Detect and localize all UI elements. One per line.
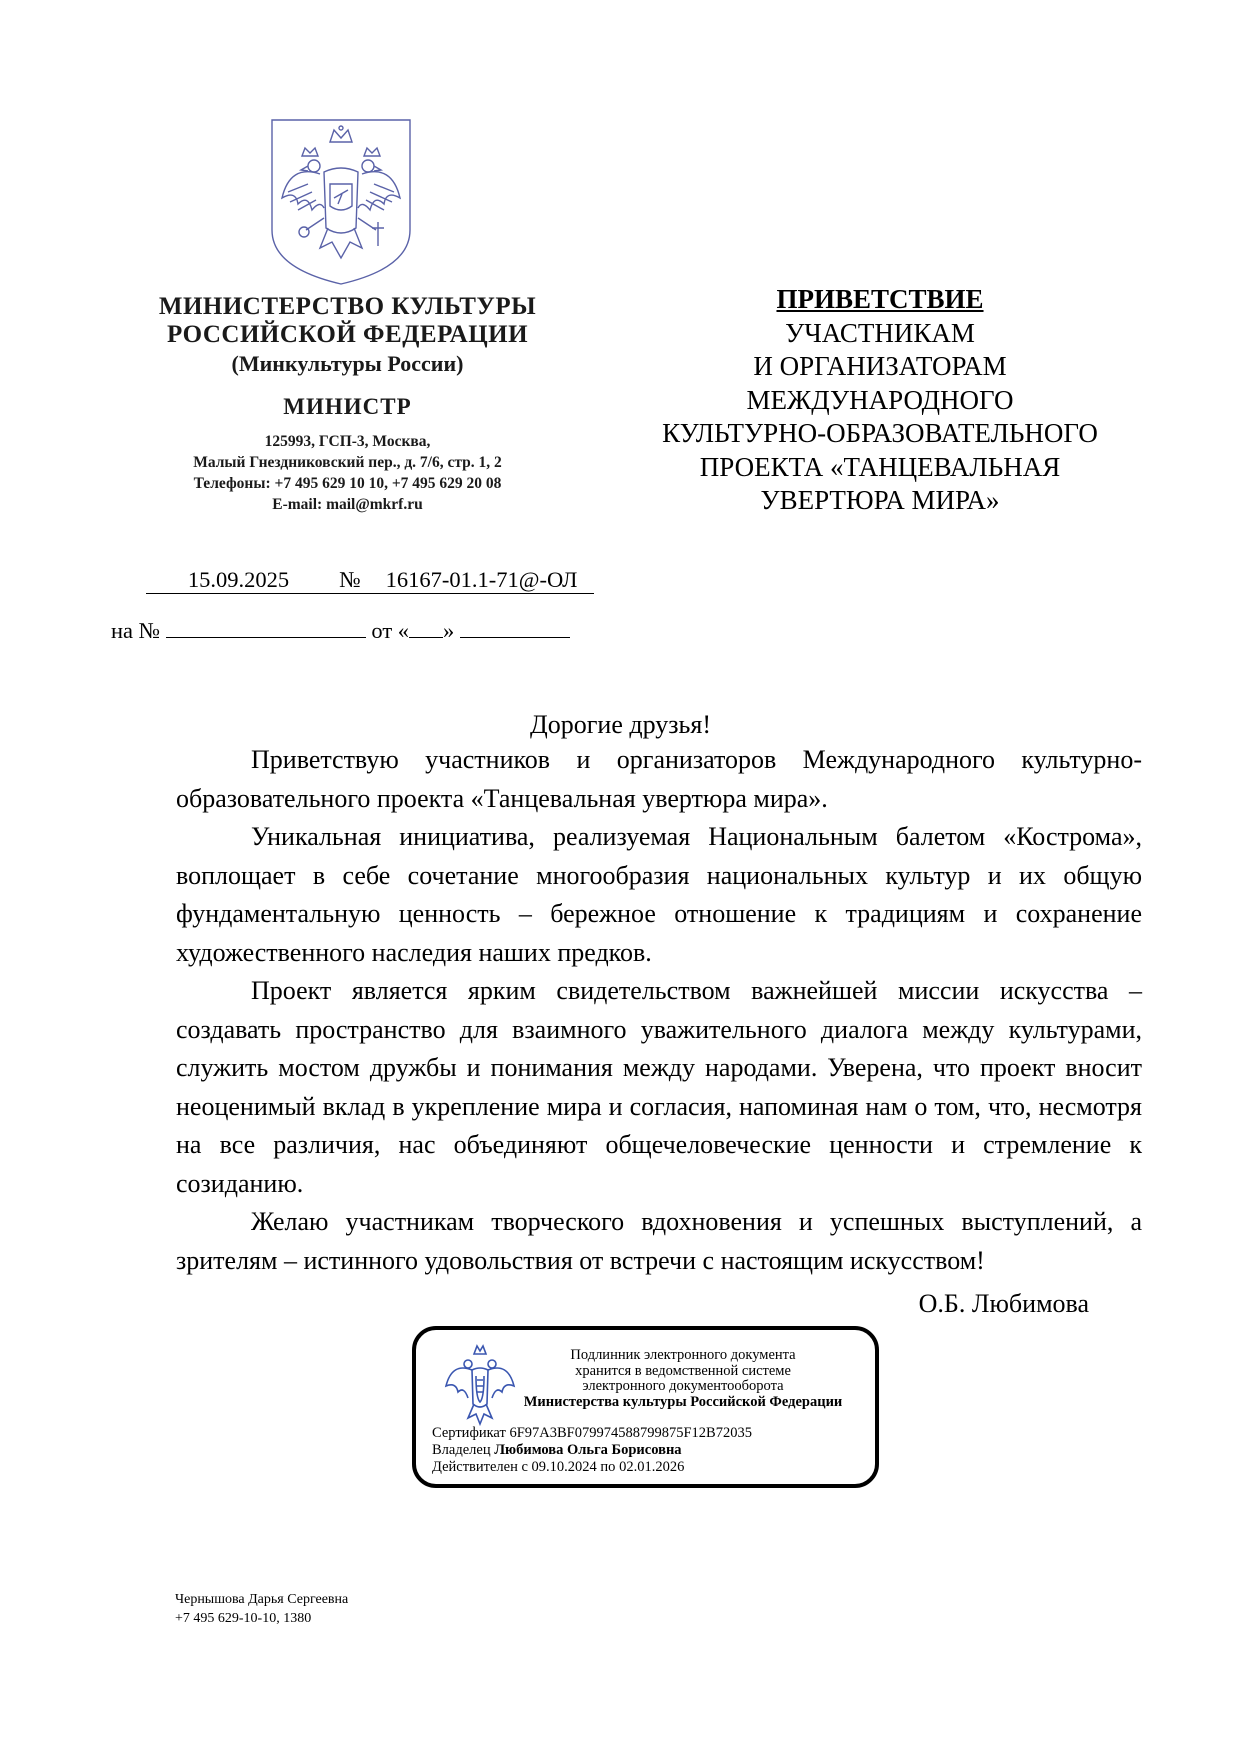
body-paragraph: Уникальная инициатива, реализуемая Национальным балетом «Кострома», воплощает в себе сочетание многообразия национальных культур и их общую фундаментальную ценность – бережное отношение к традициям и сохранение художественного наследия наших предков. xyxy=(176,822,1142,967)
stamp-line3: электронного документооборота xyxy=(582,1378,784,1394)
owner-label: Владелец xyxy=(432,1442,491,1458)
validity-to-label: по xyxy=(600,1459,616,1475)
reply-from-close: » xyxy=(443,618,455,643)
body-paragraph: Проект является ярким свидетельством важнейшей миссии искусства – создавать пространство для взаимного уважительного диалога между культурами, служить мостом дружбы и понимания между народами. Уверена, что проект вносит неоценимый вклад в укрепление мира и согласия, напоминая нам о том, что, несмотря на все различия, нас объединяют общечеловеческие ценности и стремление к созиданию. xyxy=(176,976,1142,1198)
addressee-line: ПРОЕКТА «ТАНЦЕВАЛЬНАЯ xyxy=(699,451,1061,482)
stamp-line2: хранится в ведомственной системе xyxy=(575,1362,791,1379)
addressee-line: КУЛЬТУРНО-ОБРАЗОВАТЕЛЬНОГО xyxy=(662,418,1098,448)
addressee-line: УВЕРТЮРА МИРА» xyxy=(760,485,1000,515)
registration-date: 15.09.2025 xyxy=(146,567,331,594)
validity-label: Действителен xyxy=(432,1459,518,1475)
org-contacts xyxy=(120,431,575,515)
phones-line: Телефоны: +7 495 629 10 10, +7 495 629 20 08 xyxy=(193,475,502,492)
stamp-certificate-info xyxy=(432,1425,752,1476)
stamp-line4: Министерства культуры Российской Федерации xyxy=(523,1393,843,1410)
reply-day-blank xyxy=(409,615,443,638)
registration-line xyxy=(146,567,594,594)
letter-body xyxy=(176,741,1142,1280)
executor-info xyxy=(175,1590,348,1628)
coat-of-arms-emblem xyxy=(268,118,414,286)
greeting: Дорогие друзья! xyxy=(530,710,711,739)
owner-row xyxy=(432,1442,752,1459)
owner-value: Любимова Ольга Борисовна xyxy=(494,1442,682,1458)
validity-from: 09.10.2024 xyxy=(531,1459,597,1475)
reply-from-label: от « xyxy=(371,618,410,643)
addressee-block xyxy=(620,283,1140,518)
certificate-label: Сертификат xyxy=(432,1425,506,1441)
validity-to: 02.01.2026 xyxy=(619,1459,685,1475)
email-line: E-mail: mail@mkrf.ru xyxy=(272,496,423,513)
org-name-line1: МИНИСТЕРСТВО КУЛЬТУРЫ xyxy=(158,293,537,320)
addressee-line: УЧАСТНИКАМ xyxy=(785,317,975,348)
reply-to-label: на № xyxy=(111,618,161,643)
certificate-row xyxy=(432,1425,752,1442)
e-signature-stamp xyxy=(412,1326,879,1488)
org-name-line2: РОССИЙСКОЙ ФЕДЕРАЦИИ xyxy=(166,321,529,348)
addressee-line: МЕЖДУНАРОДНОГО xyxy=(746,384,1014,415)
body-paragraph: Приветствую участников и организаторов Международного культурно-образовательного проекта «Танцевальная увертюра мира». xyxy=(176,745,1142,813)
registration-number-sign: № xyxy=(331,567,369,594)
stamp-line1: Подлинник электронного документа xyxy=(570,1347,796,1363)
addressee-line: И ОРГАНИЗАТОРАМ xyxy=(753,351,1007,381)
registration-number: 16167-01.1-71@-ОЛ xyxy=(369,567,594,594)
signature-name: О.Б. Любимова xyxy=(918,1289,1089,1318)
validity-row xyxy=(432,1459,752,1476)
certificate-value: 6F97A3BF079974588799875F12B72035 xyxy=(509,1425,752,1441)
address-line2: Малый Гнездниковский пер., д. 7/6, стр. 1, 2 xyxy=(193,454,502,471)
body-paragraph: Желаю участникам творческого вдохновения и успешных выступлений, а зрителям – истинного удовольствия от встречи с настоящим искусством! xyxy=(176,1207,1142,1275)
org-short-name: (Минкультуры России) xyxy=(231,351,464,376)
reply-to-line xyxy=(111,615,570,644)
reply-to-number-blank xyxy=(166,615,366,638)
executor-name: Чернышова Дарья Сергеевна xyxy=(175,1592,349,1607)
validity-from-label: с xyxy=(521,1459,528,1475)
document-heading: ПРИВЕТСТВИЕ xyxy=(776,284,984,314)
position-title: МИНИСТР xyxy=(283,394,412,419)
organization-block xyxy=(120,293,575,515)
reply-date-blank xyxy=(460,615,570,638)
stamp-header xyxy=(494,1348,872,1410)
executor-phone: +7 495 629-10-10, 1380 xyxy=(175,1611,312,1626)
address-line1: 125993, ГСП-3, Москва, xyxy=(264,433,431,450)
